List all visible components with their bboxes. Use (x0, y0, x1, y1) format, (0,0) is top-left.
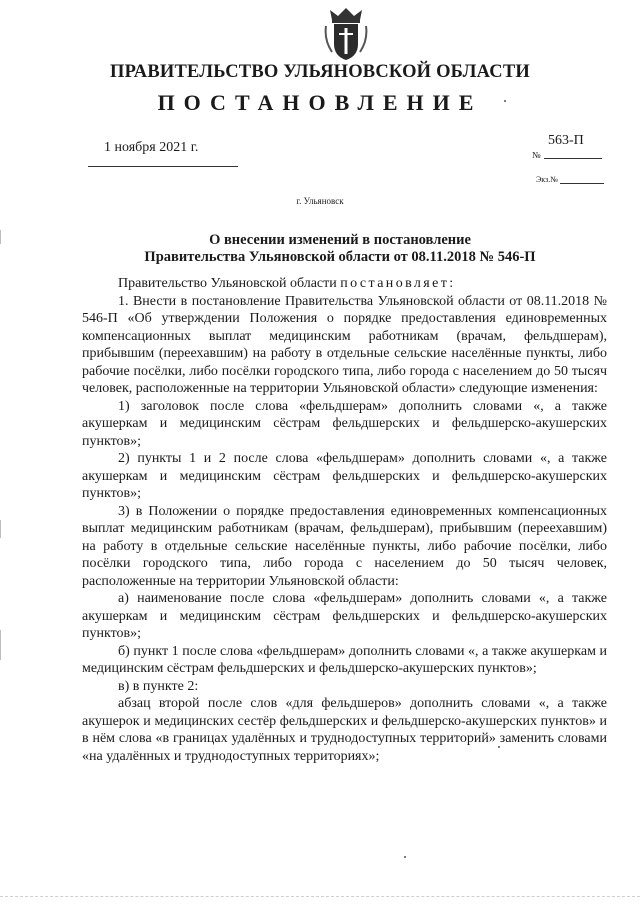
intro-prefix: Правительство Ульяновской области (118, 276, 337, 291)
document-subject (100, 232, 580, 266)
coat-of-arms-emblem (324, 6, 368, 62)
paragraph-subitem-3: 3) в Положении о порядке предоставления единовременных компенсационных выплат медицинским работникам (врачам, фельдшерам), прибывшим (переехавшим) на работу в отдельные сельские населённые пункты, либо рабочие посёлки, либо посёлки городского типа, либо города с населением до 50 тысяч человек, расположенные на территории Ульяновской области: (82, 503, 607, 589)
document-body (82, 275, 607, 765)
date-underline (88, 166, 238, 167)
paragraph-subitem-a: а) наименование после слова «фельдшерам» дополнить словами «, а также акушеркам и медицинским сёстрам фельдшерских и фельдшерско-акушерских пунктов»; (82, 591, 607, 641)
paragraph-item-1: 1. Внести в постановление Правительства Ульяновской области от 08.11.2018 № 546-П «Об утверждении Положения о порядке предоставления единовременных компенсационных выплат медицинским работникам (врачам, фельдшерам), прибывшим (переехавшим) на работу в отдельные сельские населённые пункты, либо рабочие посёлки, либо посёлки городского типа, либо города с населением до 50 тысяч человек, расположенные на территории Ульяновской области» следующие изменения: (82, 293, 607, 396)
scan-bottom-edge (0, 896, 640, 902)
paragraph-abzac: абзац второй после слов «для фельдшеров» дополнить словами «, а также акушерок и медицинских сестёр фельдшерских и фельдшерско-акушерских пунктов» и в нём слова «в границах удалённых и труднодоступных территорий» заменить словами «на удалённых и труднодоступных территориях»; (82, 696, 607, 764)
city-label: г. Ульяновск (296, 196, 344, 206)
scan-speck (404, 856, 406, 858)
scan-margin-mark (0, 520, 1, 538)
government-title: ПРАВИТЕЛЬСТВО УЛЬЯНОВСКОЙ ОБЛАСТИ (110, 62, 530, 82)
intro-verb: постановляет: (340, 276, 456, 291)
number-label: № (532, 150, 541, 160)
scan-margin-mark (0, 230, 1, 244)
document-date: 1 ноября 2021 г. (104, 140, 199, 155)
subject-line-2: Правительства Ульяновской области от 08.11.2018 № 546-П (144, 249, 536, 265)
copy-number-underline (560, 183, 604, 184)
document-type-heading: ПОСТАНОВЛЕНИЕ (157, 90, 483, 115)
scan-speck (504, 100, 506, 102)
copy-number-label: Экз.№ (536, 175, 558, 184)
document-number: 563-П (548, 133, 584, 148)
paragraph-subitem-1: 1) заголовок после слова «фельдшерам» дополнить словами «, а также акушеркам и медицинским сёстрам фельдшерских и фельдшерско-акушерских пунктов»; (82, 398, 607, 449)
number-underline (544, 158, 602, 159)
subject-line-1: О внесении изменений в постановление (209, 232, 471, 248)
scan-margin-mark (0, 630, 1, 660)
paragraph-subitem-b: б) пункт 1 после слова «фельдшерам» дополнить словами «, а также акушеркам и медицинским сёстрам фельдшерских и фельдшерско-акушерских пунктов»; (82, 643, 607, 676)
paragraph-subitem-v: в) в пункте 2: (118, 678, 199, 694)
paragraph-subitem-2: 2) пункты 1 и 2 после слова «фельдшерам» дополнить словами «, а также акушеркам и медицинским сёстрам фельдшерских и фельдшерско-акушерских пунктов»; (82, 451, 607, 501)
scan-speck (498, 746, 500, 748)
intro-paragraph (82, 275, 607, 293)
